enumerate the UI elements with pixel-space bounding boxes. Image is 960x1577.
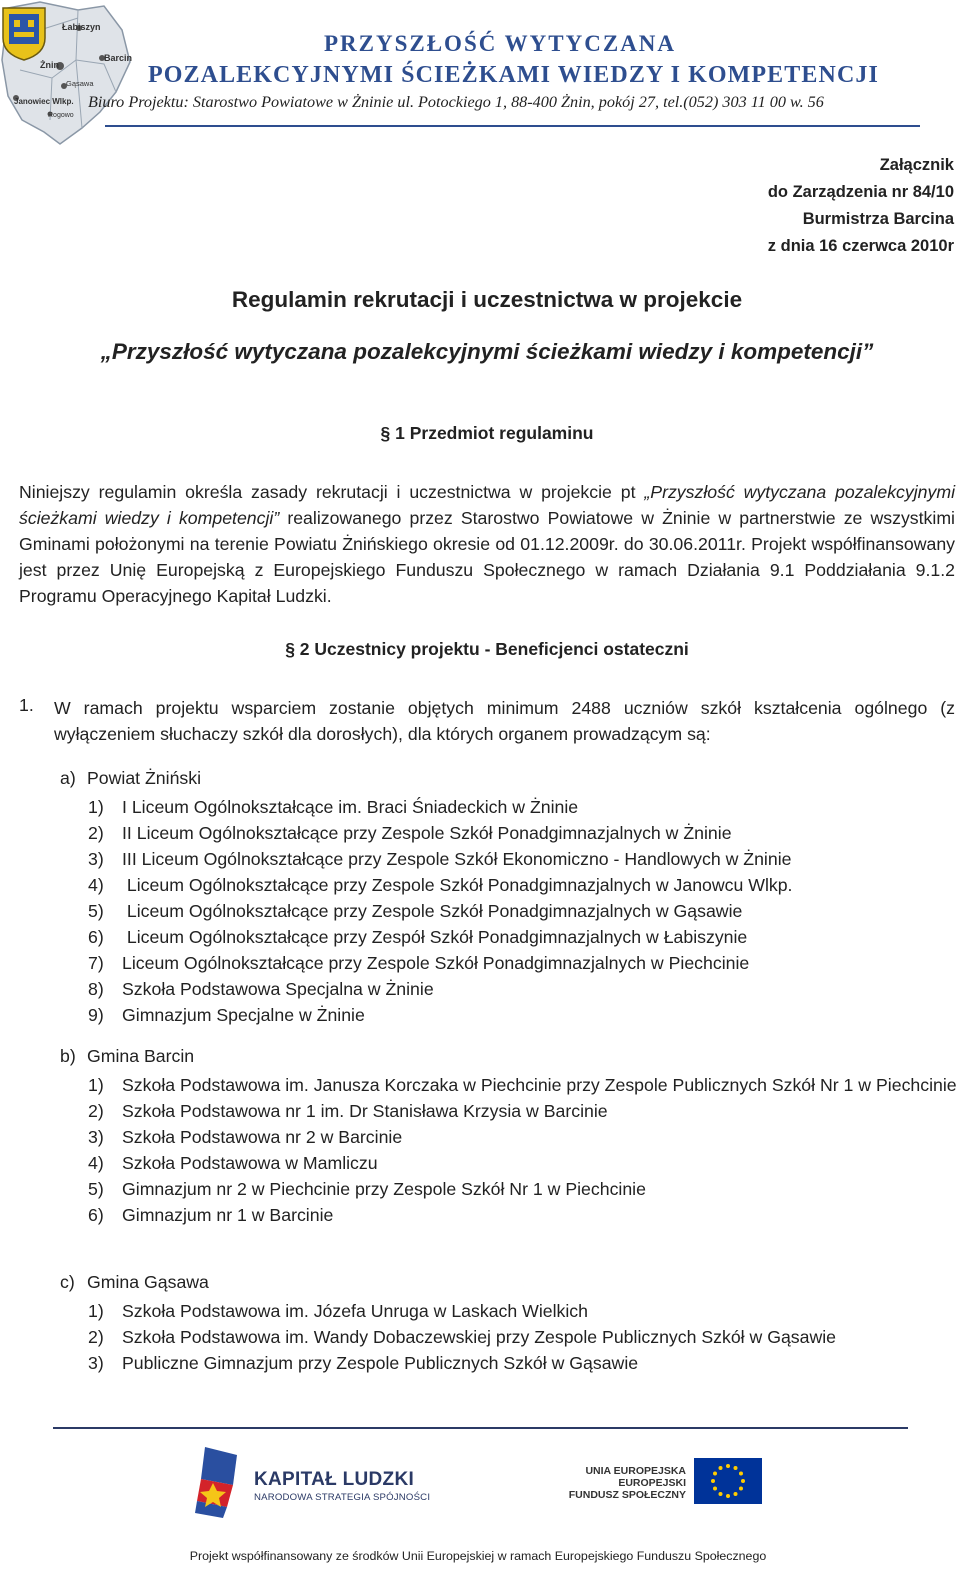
point-text: W ramach projektu wsparciem zostanie objętych minimum 2488 uczniów szkół kształcenia ogólnego (z wyłączeniem słuchaczy szkół dla dorosłych), dla których organem prowadzącym są: [54,698,955,744]
ue-line1: UNIA EUROPEJSKA [585,1465,686,1477]
list-item: 3) Publiczne Gimnazjum przy Zespole Publicznych Szkół w Gąsawie [88,1353,639,1373]
eu-star [713,1487,717,1491]
group-c-label: c) [60,1272,75,1292]
map-label-rogowo: Rogowo [48,112,74,119]
project-title: „Przyszłość wytyczana pozalekcyjnymi ścieżkami wiedzy i kompetencji” [100,339,874,364]
attachment-line1: Załącznik [879,156,954,174]
county-map-logo [0,0,135,145]
list-item: 7) Liceum Ogólnokształcące przy Zespole Szkół Ponadgimnazjalnych w Piechcinie [88,953,750,973]
kapital-ludzki-logo-icon [193,1445,245,1520]
list-item: 1) Szkoła Podstawowa im. Józefa Unruga w Laskach Wielkich [88,1301,588,1321]
list-item: 4) Szkoła Podstawowa w Mamliczu [88,1153,378,1173]
eu-star [713,1472,717,1476]
eu-star [734,1492,738,1496]
group-a-name: Powiat Żniński [87,768,202,788]
section1-text-a: Niniejszy regulamin określa zasady rekrutacji i uczestnictwa w projekcie pt [19,482,645,502]
section1-text-b: realizowanego przez Starostwo Powiatowe w Żninie w partnerstwie ze wszystkimi Gminami położonymi na terenie Powiatu Żnińskiego okresie od 01.12.2009r. do 30.06.2011r. Projekt współfinansowany jest przez Unię Europejską z Europejskiego Funduszu Społecznego w ramach Działania 9.1 Poddziałania 9.1.2 Programu Operacyjnego Kapitał Ludzki. [19,508,955,606]
kapital-ludzki-subtitle: NARODOWA STRATEGIA SPÓJNOŚCI [254,1492,431,1503]
list-item: 2) II Liceum Ogólnokształcące przy Zespole Szkół Ponadgimnazjalnych w Żninie [88,823,732,843]
list-item: 8) Szkoła Podstawowa Specjalna w Żninie [88,979,434,999]
document-title: Regulamin rekrutacji i uczestnictwa w projekcie [231,287,743,312]
header-office-address: Biuro Projektu: Starostwo Powiatowe w Żninie ul. Potockiego 1, 88-400 Żnin, pokój 27, tel.(052) 303 11 00 w. 56 [88,93,824,111]
eu-star [739,1487,743,1491]
list-item: 9) Gimnazjum Specjalne w Żninie [88,1005,365,1025]
coat-of-arms-icon [3,8,45,60]
group-c-name: Gmina Gąsawa [87,1272,209,1292]
group-b-list [88,1072,958,1228]
attachment-line4: z dnia 16 czerwca 2010r [767,237,954,255]
map-label-janowiec: Janowiec Wlkp. [14,97,74,106]
group-b-name: Gmina Barcin [87,1046,195,1066]
map-label-znin: Żnin [40,60,59,70]
list-item: 5) Liceum Ogólnokształcące przy Zespole Szkół Ponadgimnazjalnych w Gąsawie [88,901,743,921]
section1-heading: § 1 Przedmiot regulaminu [380,423,594,443]
map-label-gasawa: Gąsawa [66,79,94,88]
ue-line3: FUNDUSZ SPOŁECZNY [568,1489,686,1501]
list-item: 5) Gimnazjum nr 2 w Piechcinie przy Zespole Szkół Nr 1 w Piechcinie [88,1179,646,1199]
header-divider [105,125,920,127]
kapital-ludzki-title: KAPITAŁ LUDZKI [254,1469,415,1490]
ue-line2: EUROPEJSKI [618,1477,686,1489]
map-label-barcin: Barcin [104,53,133,63]
list-item: 3) Szkoła Podstawowa nr 2 w Barcinie [88,1127,403,1147]
point-number: 1. [19,695,34,715]
list-item: 2) Szkoła Podstawowa nr 1 im. Dr Stanisława Krzysia w Barcinie [88,1101,608,1121]
group-c-list [88,1298,958,1376]
footer-cofinancing-note: Projekt współfinansowany ze środków Unii Europejskiej w ramach Europejskiego Funduszu Społecznego [189,1549,767,1563]
list-item: 2) Szkoła Podstawowa im. Wandy Dobaczewskiej przy Zespole Publicznych Szkół w Gąsawie [88,1327,837,1347]
header-title-line1: PRZYSZŁOŚĆ WYTYCZANA [323,31,677,56]
eu-star [726,1464,730,1468]
list-item: 6) Liceum Ogólnokształcące przy Zespół Szkół Ponadgimnazjalnych w Łabiszynie [88,927,748,947]
section2-heading: § 2 Uczestnicy projektu - Beneficjenci ostateczni [285,639,689,659]
group-b-label: b) [60,1046,76,1066]
group-a-label: a) [60,768,76,788]
eu-star [719,1492,723,1496]
eu-star [734,1466,738,1470]
list-item: 3) III Liceum Ogólnokształcące przy Zespole Szkół Ekonomiczno - Handlowych w Żninie [88,849,792,869]
section1-project-name: „Przyszłość wytyczana pozalekcyjnymi ścieżkami wiedzy i kompetencji” [19,482,956,528]
footer-divider [53,1427,908,1429]
attachment-line2: do Zarządzenia nr 84/10 [767,183,954,201]
header-title-line2: POZALEKCYJNYMI ŚCIEŻKAMI WIEDZY I KOMPETENCJI [148,62,879,88]
eu-star [741,1479,745,1483]
list-item: 1) I Liceum Ogólnokształcące im. Braci Śniadeckich w Żninie [88,797,579,817]
list-item: 4) Liceum Ogólnokształcące przy Zespole Szkół Ponadgimnazjalnych w Janowcu Wlkp. [88,875,793,895]
eu-star [739,1472,743,1476]
section1-paragraph [19,479,955,609]
eu-star [719,1466,723,1470]
map-label-labiszyn: Łabiszyn [62,22,101,32]
eu-star [726,1494,730,1498]
list-item: 1) Szkoła Podstawowa im. Janusza Korczaka w Piechcinie przy Zespole Publicznych Szkół Nr 1 w Piechcinie [88,1075,957,1095]
list-item: 6) Gimnazjum nr 1 w Barcinie [88,1205,334,1225]
eu-star [711,1479,715,1483]
group-a-list [88,794,958,1028]
eu-flag-icon [694,1458,762,1504]
attachment-line3: Burmistrza Barcina [802,210,954,228]
